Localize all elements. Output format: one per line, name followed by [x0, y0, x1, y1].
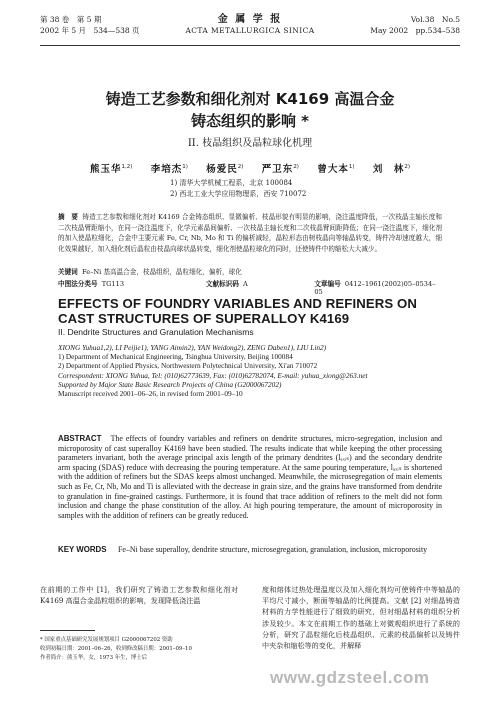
- article-number: 0412–1961(2002)05–0534–05: [314, 280, 436, 296]
- chinese-abstract-label: 摘 要: [58, 213, 79, 221]
- funding-note: Supported by Major State Basic Research Projects of China (G2000067202): [58, 379, 282, 389]
- chinese-abstract-text: 铸造工艺参数和细化剂对 K4169 合金铸态组织、显微偏析、枝晶形貌有明显的影响，浇注温度降低，一次枝晶主轴长度和二次枝晶臂距缩小，在同一浇注温度下，化学元素晶间偏析、一次枝晶主轴长度和二次枝晶臂间距降低；在同一浇注温度下，细化剂的加入使晶粒细化，合金中主要元素 Fe, Cr, Nb, Mo 和 Ti 的偏析减轻，晶粒形态由树枝晶向等轴晶转变，铸件冷却速度越大，细化效果越好，加入细化剂后晶粒由枝晶向球状晶转变，细化剂使晶粒球化的同时，还使铸件中的缩松大大减少。: [58, 213, 443, 253]
- journal-name-en: ACTA METALLURGICA SINICA: [185, 26, 315, 35]
- correspondent-line: [58, 371, 442, 380]
- chinese-keywords-text: Fe–Ni 基高温合金，枝晶组织，晶粒细化，偏析，球化: [81, 268, 242, 276]
- chinese-keywords: [58, 266, 442, 276]
- english-keywords: [58, 545, 442, 555]
- english-keywords-label: KEY WORDS: [58, 545, 107, 554]
- english-abstract-text: The effects of foundry variables and refiners on dendrite structures, micro-segregation, inclusion and microporosity of cast superalloy K4169 have been studied. The results indicate that while keeping the other processing parameters invariant, both the average principal axis length of the primary dendrites (lₐₓᵢₛ) and the secondary dendrite arm spacing (SDAS) reduce with decreasing the pouring temperature. At the same pouring temperature, lₐₓᵢₛ is shortened with the addition of refiners but the SDAS keeps almost unchanged. Meanwhile, the microsegregation of main elements such as Fe, Cr, Nb, Mo and Ti is alleviated with the decrease in grain size, and the grains have transformed from dendrite to granulation in fine-grained castings. Furthermore, it is found that trace addition of refiners to the melt did not form inclusion and change the phase constitution of the alloy. At high pouring temperature, the amount of microporosity in samples with the addition of refiners can be greatly reduced.: [58, 434, 442, 520]
- chinese-title-line-2: 铸态组织的影响 *: [190, 112, 310, 130]
- footnote-rule: [40, 630, 95, 631]
- footnote-author-bio: 作者简介：熊玉华，女，1973 年生，博士后: [40, 655, 148, 661]
- manuscript-dates: Manuscript received 2001–06–26, in revised form 2001–09–10: [58, 389, 243, 399]
- author-cn: 严卫东$^{2)}$: [261, 163, 299, 175]
- english-authors: XIONG Yuhua1,2), LI Peijie1), YANG Aimin2), YAN Weidong2), ZENG Daben1), LIU Lin2): [58, 343, 327, 352]
- english-affiliation-1: 1) Department of Mechanical Engineering, Tsinghua University, Beijing 100084: [58, 352, 293, 362]
- chinese-subtitle: II. 枝晶组织及晶粒球化机理: [187, 138, 313, 149]
- affiliation-cn-2: 2) 西北工业大学应用物理系，西安 710072: [170, 190, 307, 198]
- footnotes: [40, 636, 240, 663]
- author-cn: 曾大本$^{1)}$: [317, 163, 355, 175]
- footnote-funding: * 国家重点基础研究发展规划项目 G2000067202 资助: [40, 637, 173, 643]
- header-right: [370, 14, 460, 36]
- chinese-keywords-label: 关键词: [58, 268, 78, 276]
- author-cn: 熊玉华$^{1,2)}$: [90, 163, 133, 175]
- clc-number: TG113: [101, 280, 125, 288]
- author-cn: 刘 林$^{2)}$: [372, 163, 410, 175]
- volume-cn: 第 38 卷 第 5 期: [40, 15, 102, 24]
- running-header: [40, 14, 460, 44]
- chinese-title-line-1: 铸造工艺参数和细化剂对 K4169 高温合金: [105, 90, 395, 108]
- correspondent-label: Correspondent:: [58, 370, 104, 380]
- english-abstract-label: ABSTRACT: [58, 434, 102, 443]
- volume-en: Vol.38 No.5: [410, 15, 460, 24]
- chinese-title: [40, 88, 460, 132]
- date-en: May 2002 pp.534–538: [370, 26, 460, 35]
- chinese-abstract: [58, 212, 442, 254]
- author-cn: 杨爱民$^{2)}$: [206, 163, 244, 175]
- doc-code-label: 文献标识码: [205, 280, 239, 288]
- article-number-label: 文章编号: [314, 280, 341, 288]
- english-subtitle: II. Dendrite Structures and Granulation Mechanisms: [58, 327, 254, 337]
- affiliation-cn-1: 1) 清华大学机械工程系，北京 100084: [170, 179, 293, 187]
- author-cn: 李培杰$^{1)}$: [150, 163, 188, 175]
- author-list-cn: [90, 161, 410, 175]
- classification-line: [58, 278, 442, 296]
- date-cn: 2002 年 5 月 534—538 页: [40, 26, 140, 35]
- english-title: EFFECTS OF FOUNDRY VARIABLES AND REFINERS ON CAST STRUCTURES OF SUPERALLOY K4169: [58, 296, 418, 326]
- header-rule: [40, 45, 460, 46]
- clc-label: 中图法分类号: [58, 280, 98, 288]
- body-column-right: 度和熔体过热处理温度以及加入细化剂均可使铸件中等轴晶的平均尺寸减小，断面等轴晶的比例提高。文献 [2] 对细晶铸造材料的力学性能进行了细致的研究，但对细晶材料的组织分析涉及较少。本文在前期工作的基础上对微观组织进行了系统的分析，研究了晶粒细化后枝晶组织、元素的枝晶偏析以及铸件中夹杂和缩松等的变化，并解释: [262, 585, 460, 651]
- doc-code: A: [243, 280, 248, 288]
- footnote-dates: 收到初稿日期：2001–06–26，收到修改稿日期：2001–09–10: [40, 646, 192, 652]
- correspondent-info: XIONG Yuhua, Tel: (010)62773639, Fax: (010)62782074, E-mail: yuhua_xiong@263.net: [105, 370, 368, 380]
- affiliations-cn: [170, 178, 306, 200]
- watermark: www.gdzsteel.com: [270, 668, 430, 687]
- english-abstract: [58, 434, 442, 520]
- body-column-left: 在前期的工作中 [1]，我们研究了铸造工艺参数和细化剂对 K4169 高温合金晶粒组织的影响，发现降低浇注温: [40, 585, 238, 606]
- journal-name-cn: 金 属 学 报: [217, 14, 283, 25]
- english-keywords-text: Fe–Ni base superalloy, dendrite structure, microsegregation, granulation, inclusion, microporosity: [118, 545, 428, 554]
- english-author-block: [58, 343, 442, 398]
- english-affiliation-2: 2) Department of Applied Physics, Northwestern Polytechnical University, Xi'an 710072: [58, 361, 318, 371]
